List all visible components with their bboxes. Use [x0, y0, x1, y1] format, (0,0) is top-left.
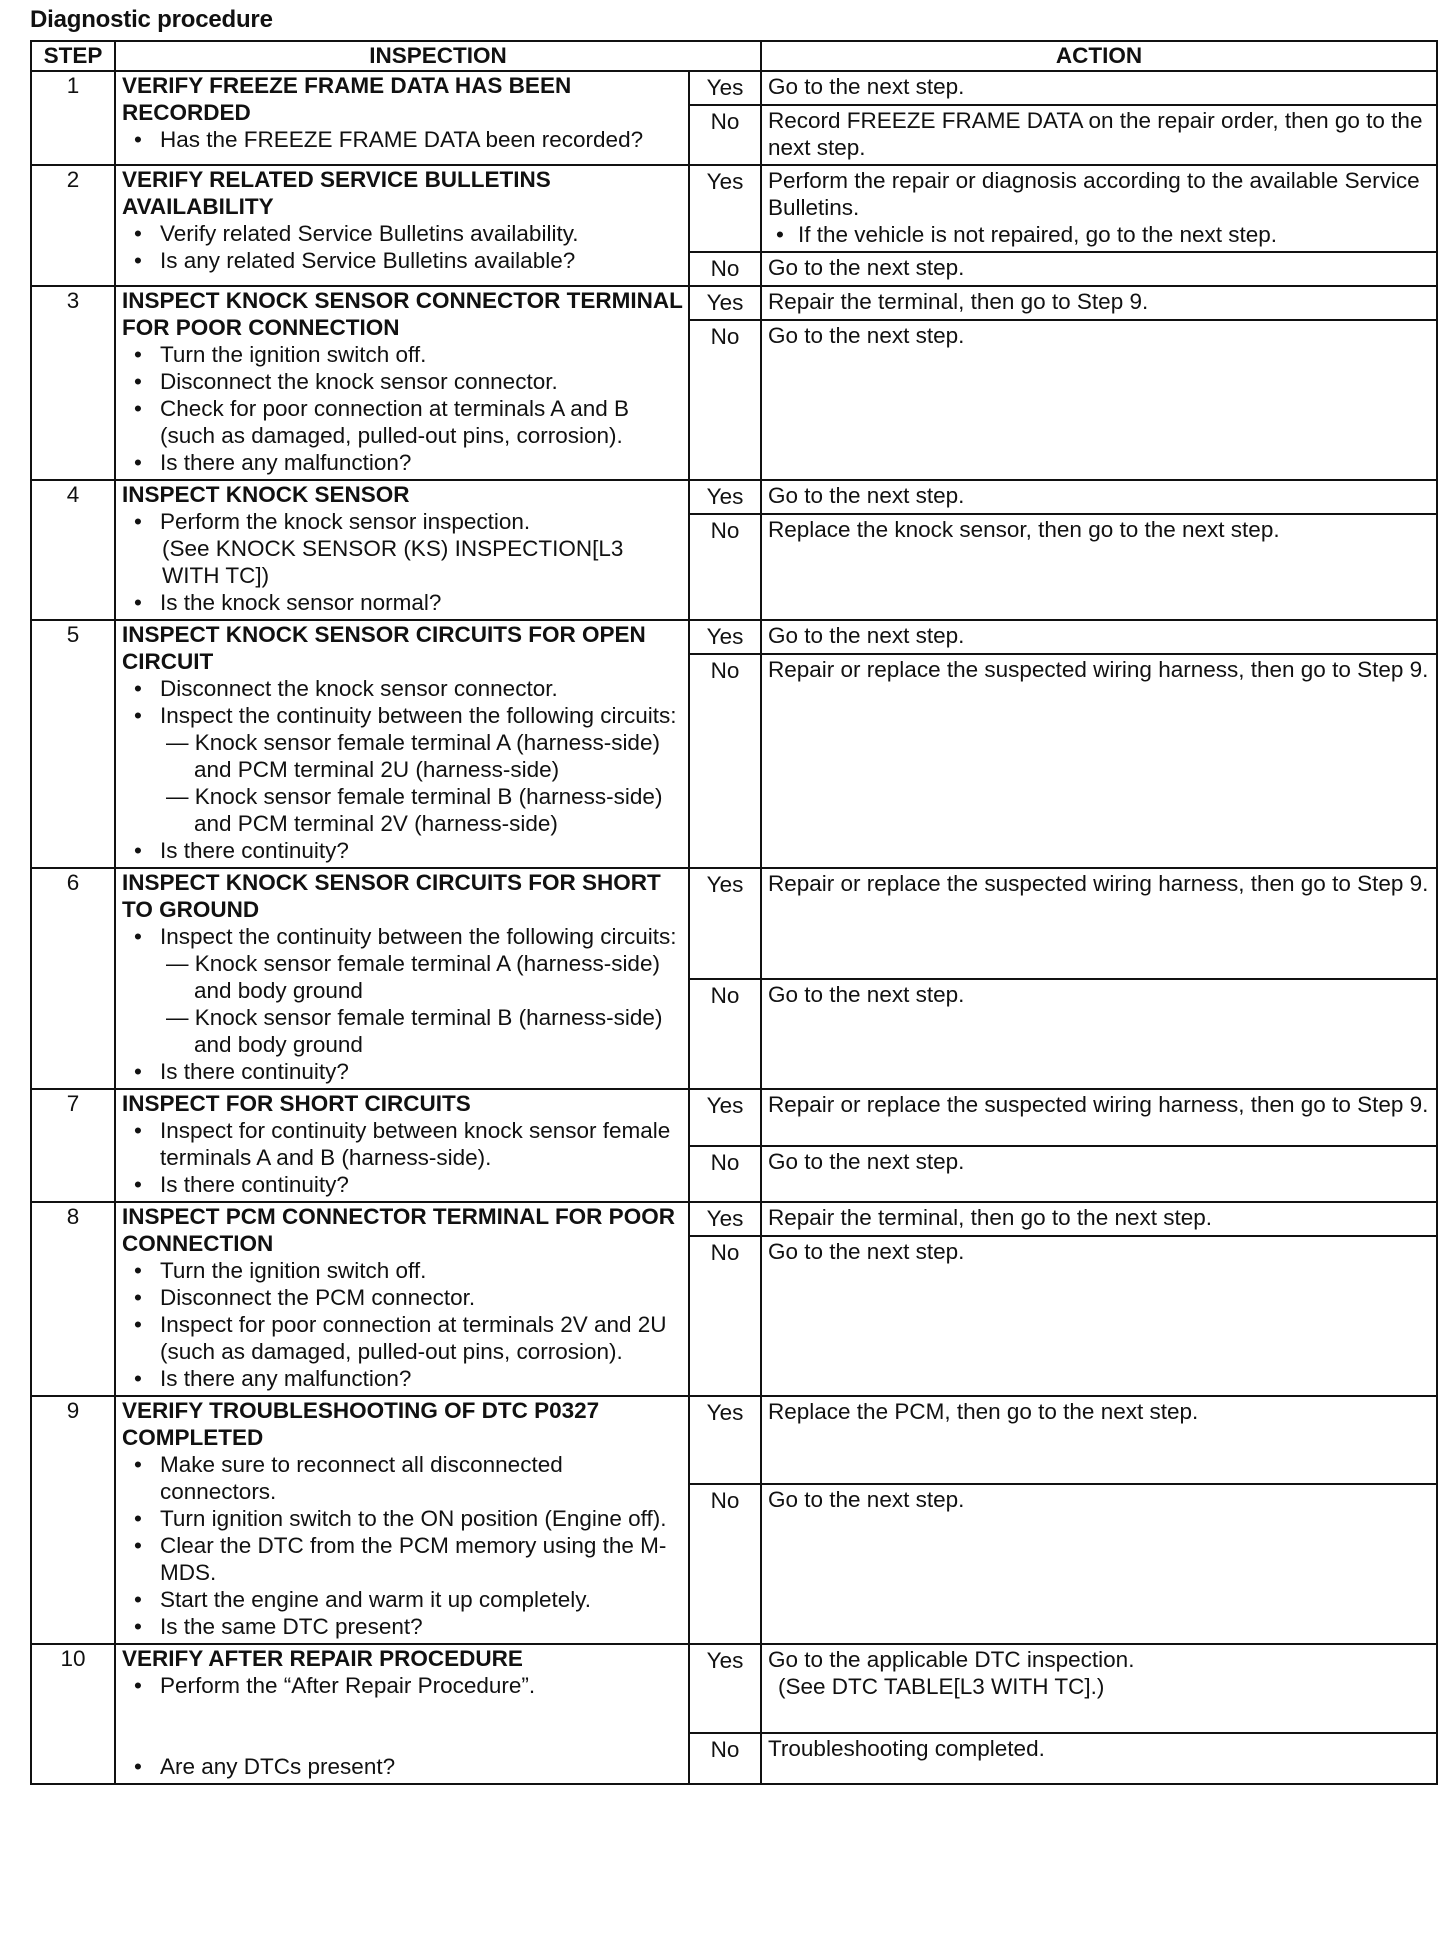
no-action: Go to the next step.: [761, 1236, 1437, 1396]
yes-action-bullet: • If the vehicle is not repaired, go to the next step.: [768, 221, 1430, 248]
inspection-bullet: • Start the engine and warm it up completely.: [122, 1586, 684, 1613]
inspection-bullet: • Check for poor connection at terminals A and B (such as damaged, pulled-out pins, corrosion).: [122, 395, 684, 449]
yes-action-text: Perform the repair or diagnosis according to the available Service Bulletins.: [768, 168, 1420, 220]
step-header: STEP: [31, 41, 115, 71]
step-inspection: [115, 165, 689, 286]
step-heading: VERIFY TROUBLESHOOTING OF DTC P0327 COMPLETED: [122, 1398, 600, 1450]
yes-action: Repair or replace the suspected wiring harness, then go to Step 9.: [761, 1089, 1437, 1146]
inspection-bullet: • Is the knock sensor normal?: [122, 589, 684, 616]
no-label: No: [689, 105, 761, 165]
diagnostic-procedure-table: [30, 40, 1438, 1785]
yes-label: Yes: [689, 620, 761, 654]
no-action: Repair or replace the suspected wiring harness, then go to Step 9.: [761, 654, 1437, 868]
spacer: [122, 1726, 684, 1753]
inspection-bullet: • Is any related Service Bulletins available?: [122, 247, 684, 274]
step-inspection: [115, 868, 689, 1089]
step-heading: VERIFY AFTER REPAIR PROCEDURE: [122, 1646, 523, 1671]
step-heading: INSPECT KNOCK SENSOR CIRCUITS FOR OPEN CIRCUIT: [122, 622, 646, 674]
header-row: [31, 41, 1437, 71]
step-inspection: [115, 480, 689, 620]
step-4-yes-row: [31, 480, 1437, 514]
inspection-bullet: • Inspect the continuity between the following circuits:: [122, 923, 684, 950]
no-label: No: [689, 654, 761, 868]
circuit-item: — Knock sensor female terminal A (harness-side) and body ground: [166, 951, 660, 1003]
no-label: No: [689, 252, 761, 286]
step-3-yes-row: [31, 286, 1437, 320]
inspection-bullet: • Turn the ignition switch off.: [122, 1257, 684, 1284]
step-5-yes-row: [31, 620, 1437, 654]
yes-label: Yes: [689, 1644, 761, 1733]
step-heading: INSPECT KNOCK SENSOR CONNECTOR TERMINAL FOR POOR CONNECTION: [122, 288, 683, 340]
step-number: 6: [31, 868, 115, 1089]
step-heading: INSPECT KNOCK SENSOR: [122, 482, 410, 507]
step-heading: VERIFY RELATED SERVICE BULLETINS AVAILABILITY: [122, 167, 551, 219]
step-10-yes-row: [31, 1644, 1437, 1733]
step-inspection: [115, 286, 689, 480]
reference-link[interactable]: (See DTC TABLE[L3 WITH TC].): [778, 1674, 1105, 1699]
yes-label: Yes: [689, 165, 761, 252]
yes-label: Yes: [689, 480, 761, 514]
circuit-item: — Knock sensor female terminal B (harness-side) and body ground: [166, 1005, 663, 1057]
step-inspection: [115, 71, 689, 165]
reference-link[interactable]: (See KNOCK SENSOR (KS) INSPECTION[L3 WITH TC]): [162, 536, 624, 588]
no-label: No: [689, 320, 761, 480]
no-label: No: [689, 1236, 761, 1396]
no-action: Troubleshooting completed.: [761, 1733, 1437, 1784]
page-title: Diagnostic procedure: [30, 6, 273, 33]
action-header: ACTION: [761, 41, 1437, 71]
step-number: 5: [31, 620, 115, 868]
inspection-bullet: • Is there continuity?: [122, 837, 684, 864]
no-action: Go to the next step.: [761, 252, 1437, 286]
yes-action: Repair the terminal, then go to the next step.: [761, 1202, 1437, 1236]
yes-label: Yes: [689, 71, 761, 105]
no-action: Record FREEZE FRAME DATA on the repair order, then go to the next step.: [761, 105, 1437, 165]
inspection-bullet: • Turn the ignition switch off.: [122, 341, 684, 368]
inspection-bullet: • Are any DTCs present?: [122, 1753, 684, 1780]
no-label: No: [689, 1733, 761, 1784]
no-label: No: [689, 979, 761, 1090]
yes-action: Repair or replace the suspected wiring harness, then go to Step 9.: [761, 868, 1437, 979]
step-number: 3: [31, 286, 115, 480]
inspection-bullet: • Inspect for poor connection at terminals 2V and 2U (such as damaged, pulled-out pins, corrosion).: [122, 1311, 684, 1365]
inspection-bullet: • Is there any malfunction?: [122, 449, 684, 476]
no-label: No: [689, 514, 761, 620]
step-heading: INSPECT KNOCK SENSOR CIRCUITS FOR SHORT TO GROUND: [122, 870, 661, 922]
no-label: No: [689, 1146, 761, 1203]
no-action: Go to the next step.: [761, 1484, 1437, 1644]
yes-action: Go to the next step.: [761, 480, 1437, 514]
inspection-bullet: • Is there continuity?: [122, 1058, 684, 1085]
step-inspection: [115, 1396, 689, 1644]
yes-action: Repair the terminal, then go to Step 9.: [761, 286, 1437, 320]
step-6-yes-row: [31, 868, 1437, 979]
step-number: 8: [31, 1202, 115, 1396]
step-inspection: [115, 1089, 689, 1202]
yes-action: [761, 165, 1437, 252]
inspection-bullet: • Disconnect the knock sensor connector.: [122, 368, 684, 395]
inspection-bullet: • Disconnect the knock sensor connector.: [122, 675, 684, 702]
step-number: 2: [31, 165, 115, 286]
inspection-bullet: • Make sure to reconnect all disconnected connectors.: [122, 1451, 684, 1505]
no-action: Replace the knock sensor, then go to the next step.: [761, 514, 1437, 620]
inspection-bullet: • Inspect for continuity between knock sensor female terminals A and B (harness-side).: [122, 1117, 684, 1171]
inspection-bullet: • Verify related Service Bulletins availability.: [122, 220, 684, 247]
yes-action: [761, 1644, 1437, 1733]
circuit-item: — Knock sensor female terminal B (harness-side) and PCM terminal 2V (harness-side): [166, 784, 663, 836]
circuit-item: — Knock sensor female terminal A (harness-side) and PCM terminal 2U (harness-side): [166, 730, 660, 782]
step-inspection: [115, 1202, 689, 1396]
no-label: No: [689, 1484, 761, 1644]
step-2-yes-row: [31, 165, 1437, 252]
step-number: 10: [31, 1644, 115, 1784]
spacer: [122, 1699, 684, 1726]
inspection-bullet: • Is there continuity?: [122, 1171, 684, 1198]
step-inspection: [115, 620, 689, 868]
step-1-yes-row: [31, 71, 1437, 105]
inspection-header: INSPECTION: [115, 41, 761, 71]
step-number: 9: [31, 1396, 115, 1644]
no-action: Go to the next step.: [761, 1146, 1437, 1203]
step-heading: INSPECT PCM CONNECTOR TERMINAL FOR POOR CONNECTION: [122, 1204, 675, 1256]
step-7-yes-row: [31, 1089, 1437, 1146]
inspection-bullet: • Clear the DTC from the PCM memory using the M-MDS.: [122, 1532, 684, 1586]
step-8-yes-row: [31, 1202, 1437, 1236]
step-number: 1: [31, 71, 115, 165]
yes-action: Go to the next step.: [761, 620, 1437, 654]
inspection-bullet: • Has the FREEZE FRAME DATA been recorded?: [122, 126, 684, 153]
yes-label: Yes: [689, 1396, 761, 1484]
yes-action: Go to the next step.: [761, 71, 1437, 105]
no-action: Go to the next step.: [761, 979, 1437, 1090]
yes-action: Replace the PCM, then go to the next step.: [761, 1396, 1437, 1484]
yes-label: Yes: [689, 1202, 761, 1236]
inspection-bullet: • Is there any malfunction?: [122, 1365, 684, 1392]
inspection-bullet: • Perform the “After Repair Procedure”.: [122, 1672, 684, 1699]
step-number: 7: [31, 1089, 115, 1202]
yes-label: Yes: [689, 1089, 761, 1146]
step-heading: INSPECT FOR SHORT CIRCUITS: [122, 1091, 471, 1116]
inspection-bullet: • Inspect the continuity between the following circuits:: [122, 702, 684, 729]
inspection-bullet: • Disconnect the PCM connector.: [122, 1284, 684, 1311]
step-heading: VERIFY FREEZE FRAME DATA HAS BEEN RECORDED: [122, 73, 572, 125]
inspection-bullet: • Perform the knock sensor inspection.: [122, 508, 684, 535]
inspection-bullet: • Turn ignition switch to the ON position (Engine off).: [122, 1505, 684, 1532]
no-action: Go to the next step.: [761, 320, 1437, 480]
step-inspection: [115, 1644, 689, 1784]
yes-label: Yes: [689, 286, 761, 320]
step-number: 4: [31, 480, 115, 620]
inspection-bullet: • Is the same DTC present?: [122, 1613, 684, 1640]
yes-action-text: Go to the applicable DTC inspection.: [768, 1647, 1135, 1672]
yes-label: Yes: [689, 868, 761, 979]
step-9-yes-row: [31, 1396, 1437, 1484]
